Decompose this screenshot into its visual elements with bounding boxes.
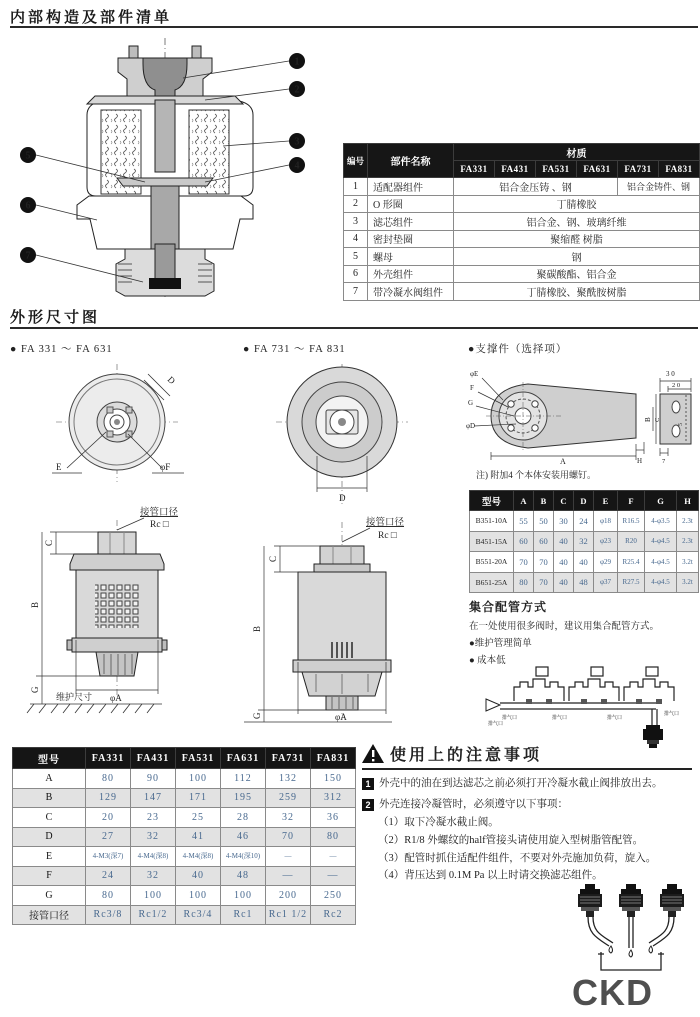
- table-cell: 60: [534, 531, 554, 552]
- table-cell: 5: [344, 248, 368, 266]
- table-cell: 外壳组件: [368, 265, 454, 283]
- note-item-1: [362, 777, 698, 791]
- table-cell: F: [13, 866, 86, 886]
- col-header: B: [534, 491, 554, 511]
- table-cell: 25: [176, 808, 221, 828]
- col-header-model: FA831: [659, 161, 700, 178]
- dim-label-g: G: [30, 686, 40, 693]
- table-cell: 70: [534, 552, 554, 573]
- col-header: H: [677, 491, 699, 511]
- notes-rule: [362, 768, 692, 770]
- table-cell: 3.2t: [677, 572, 699, 593]
- dim-label-g: G: [252, 712, 262, 719]
- table-cell: 28: [221, 808, 266, 828]
- table-cell: 100: [176, 769, 221, 789]
- table-cell: R25.4: [618, 552, 645, 573]
- table-cell: 滤芯组件: [368, 213, 454, 231]
- table-cell: —: [266, 847, 311, 867]
- table-cell: Rc3/4: [176, 905, 221, 925]
- usage-notes-section: [362, 742, 698, 883]
- col-header-model: FA431: [495, 161, 536, 178]
- section-rule: [10, 26, 698, 28]
- callout-4: 4: [294, 160, 300, 172]
- piping-bullet-1: ●维护管理简单: [469, 639, 532, 649]
- callout-6: 6: [25, 200, 31, 212]
- col-header: FA531: [176, 748, 221, 769]
- table-cell: R20: [618, 531, 645, 552]
- table-row: [470, 531, 699, 552]
- table-cell: 4-M4(深8): [176, 847, 221, 867]
- table-row: [13, 808, 356, 828]
- note-item-2: [362, 798, 698, 812]
- table-cell: B351-10A: [470, 511, 514, 532]
- col-header: FA331: [86, 748, 131, 769]
- table-cell: Rc2: [311, 905, 356, 925]
- drain-diagram: [565, 882, 697, 974]
- table-cell: 129: [86, 788, 131, 808]
- bracket-label-20: 2 0: [672, 382, 681, 389]
- table-cell: 2.3t: [677, 531, 699, 552]
- port-thread-label: Rc □: [378, 531, 397, 541]
- table-cell: 27: [86, 827, 131, 847]
- table-cell: 48: [574, 572, 594, 593]
- note-number-2: 2: [362, 799, 374, 811]
- table-cell: 丁腈橡胶、聚酰胺树脂: [454, 283, 700, 301]
- callout-1: 1: [294, 56, 300, 68]
- col-header-no: 编号: [344, 144, 368, 178]
- port-label: 排气口: [664, 712, 680, 717]
- table-cell: 80: [514, 572, 534, 593]
- piping-title: 集合配管方式: [469, 600, 548, 614]
- col-header: 型号: [13, 748, 86, 769]
- table-cell: 4-M3(深7): [86, 847, 131, 867]
- bracket-label-phi-d: φD: [466, 422, 476, 430]
- table-cell: 2.3t: [677, 511, 699, 532]
- table-cell: 150: [311, 769, 356, 789]
- table-cell: 259: [266, 788, 311, 808]
- model-range-left: ● FA 331 ～ FA 631: [10, 344, 113, 355]
- table-cell: Rc1 1/2: [266, 905, 311, 925]
- table-row: [13, 866, 356, 886]
- bracket-label-7: 7: [662, 458, 666, 465]
- table-cell: 24: [86, 866, 131, 886]
- note-sub-4: （4）背压达到 0.1M Pa 以上时请交换滤芯组件。: [378, 870, 603, 882]
- piping-bullet-2: ● 成本低: [469, 656, 506, 666]
- maintenance-dim-label: 维护尺寸: [56, 692, 93, 702]
- note-text-2: 外壳连接冷凝管时，必须遵守以下事项：: [379, 799, 568, 811]
- table-cell: 32: [131, 827, 176, 847]
- port-label: 排气口: [552, 716, 568, 721]
- table-row: [13, 886, 356, 906]
- table-cell: 250: [311, 886, 356, 906]
- table-row: [344, 230, 700, 248]
- table-cell: 32: [574, 531, 594, 552]
- table-cell: 48: [221, 866, 266, 886]
- dimension-drawing-fa731-831: [232, 360, 457, 730]
- callout-5: 5: [25, 150, 31, 162]
- table-row: [470, 552, 699, 573]
- piping-desc: 在一处使用很多阀时，建议用集合配管方式。: [469, 622, 660, 632]
- table-cell: 147: [131, 788, 176, 808]
- table-cell: 32: [266, 808, 311, 828]
- section-title-dimensions: 外形尺寸图: [10, 310, 101, 326]
- col-header: D: [574, 491, 594, 511]
- note-text-1: 外壳中的油在到达滤芯之前必须打开冷凝水截止阀排放出去。: [379, 778, 663, 789]
- table-cell: φ29: [594, 552, 618, 573]
- dimension-drawing-fa331-631: [12, 360, 227, 730]
- col-header: FA431: [131, 748, 176, 769]
- materials-table: [343, 143, 700, 301]
- section-rule: [10, 327, 698, 329]
- table-cell: 20: [86, 808, 131, 828]
- table-cell: 6: [344, 265, 368, 283]
- dim-label-e: E: [56, 462, 62, 472]
- table-row: [344, 178, 700, 196]
- table-cell: 100: [131, 886, 176, 906]
- table-row: [344, 195, 700, 213]
- table-cell: 36: [311, 808, 356, 828]
- bracket-label-30: 3 0: [666, 370, 675, 378]
- table-cell: B451-15A: [470, 531, 514, 552]
- table-cell: 3: [344, 213, 368, 231]
- table-cell: 132: [266, 769, 311, 789]
- port-label: 排气口: [607, 716, 623, 721]
- table-row: [470, 511, 699, 532]
- support-option-label: ●支撑件（选择项）: [468, 344, 568, 355]
- table-cell: φ37: [594, 572, 618, 593]
- table-cell: 80: [86, 886, 131, 906]
- col-header: E: [594, 491, 618, 511]
- table-cell: 4-φ4.5: [645, 572, 677, 593]
- dim-label-c: C: [268, 555, 278, 562]
- note-sub-3: （3）配管时抓住适配件组件，不要对外壳施加负荷，旋入。: [378, 852, 657, 864]
- table-cell: 23: [131, 808, 176, 828]
- table-cell: O 形圈: [368, 195, 454, 213]
- table-cell: 40: [554, 572, 574, 593]
- callout-7: 7: [25, 250, 31, 262]
- port-size-label: 接管口径: [140, 508, 179, 518]
- table-cell: 40: [554, 531, 574, 552]
- table-cell: 32: [131, 866, 176, 886]
- note-number-1: 1: [362, 778, 374, 790]
- bracket-label-b: B: [644, 417, 652, 422]
- col-header: G: [645, 491, 677, 511]
- table-cell: B651-25A: [470, 572, 514, 593]
- table-cell: 密封垫圈: [368, 230, 454, 248]
- port-thread-label: Rc □: [150, 520, 169, 530]
- col-header: 型号: [470, 491, 514, 511]
- table-cell: 80: [311, 827, 356, 847]
- table-cell: B551-20A: [470, 552, 514, 573]
- dim-label-b: B: [30, 601, 40, 608]
- bracket-label-h: H: [637, 457, 643, 465]
- table-row: [13, 905, 356, 925]
- table-row: [13, 769, 356, 789]
- table-cell: 丁腈橡胶: [454, 195, 700, 213]
- port-label: 排气口: [488, 722, 504, 727]
- bracket-label-c: C: [654, 417, 661, 422]
- table-cell: D: [13, 827, 86, 847]
- table-cell: 40: [554, 552, 574, 573]
- table-cell: 铝合金压铸 、钢: [454, 178, 618, 196]
- bracket-label-a: A: [560, 457, 566, 466]
- notes-title: 使用上的注意事项: [390, 747, 543, 764]
- warning-icon: [362, 744, 384, 763]
- table-cell: A: [13, 769, 86, 789]
- support-bracket-drawing: [466, 364, 698, 466]
- note-sub-2: （2）R1/8 外螺纹的half管接头请使用旋入型树脂管配管。: [378, 834, 644, 846]
- col-header-material: 材质: [454, 144, 700, 161]
- table-cell: R16.5: [618, 511, 645, 532]
- dim-label-b: B: [252, 625, 262, 632]
- dim-label-phi-a: φA: [110, 693, 122, 703]
- table-cell: C: [13, 808, 86, 828]
- table-cell: φ18: [594, 511, 618, 532]
- dimensions-table: [12, 747, 356, 925]
- table-cell: 100: [176, 886, 221, 906]
- table-cell: 4-M4(深10): [221, 847, 266, 867]
- collective-piping-diagram: [478, 655, 696, 755]
- dim-label-phi-a: φA: [335, 712, 347, 722]
- table-cell: 70: [266, 827, 311, 847]
- table-cell: 7: [344, 283, 368, 301]
- col-header: FA631: [221, 748, 266, 769]
- port-size-label: 接管口径: [366, 518, 405, 528]
- col-header: C: [554, 491, 574, 511]
- table-cell: 100: [221, 886, 266, 906]
- table-cell: 70: [514, 552, 534, 573]
- table-cell: 40: [176, 866, 221, 886]
- table-cell: 60: [514, 531, 534, 552]
- table-cell: —: [311, 866, 356, 886]
- table-cell: 适配器组件: [368, 178, 454, 196]
- table-cell: 钢: [454, 248, 700, 266]
- table-cell: 55: [514, 511, 534, 532]
- port-label: 排气口: [502, 716, 518, 721]
- table-cell: 铝合金铸件、钢: [618, 178, 700, 196]
- col-header-model: FA531: [536, 161, 577, 178]
- bracket-label-phi-e: φE: [470, 370, 479, 378]
- col-header: F: [618, 491, 645, 511]
- table-cell: Rc1/2: [131, 905, 176, 925]
- table-cell: Rc3/8: [86, 905, 131, 925]
- table-cell: 带冷凝水阀组件: [368, 283, 454, 301]
- table-cell: 4-φ4.5: [645, 552, 677, 573]
- table-cell: E: [13, 847, 86, 867]
- table-cell: 4-M4(深8): [131, 847, 176, 867]
- table-cell: 铝合金、钢、玻璃纤维: [454, 213, 700, 231]
- dim-label-d: D: [165, 374, 178, 387]
- table-cell: R27.5: [618, 572, 645, 593]
- dim-label-c: C: [44, 539, 54, 546]
- table-cell: 接管口径: [13, 905, 86, 925]
- table-cell: 90: [131, 769, 176, 789]
- table-cell: 50: [534, 511, 554, 532]
- callout-2: 2: [294, 84, 300, 96]
- bracket-label-5: 5: [678, 423, 684, 426]
- table-cell: 200: [266, 886, 311, 906]
- table-cell: 1: [344, 178, 368, 196]
- col-header-model: FA331: [454, 161, 495, 178]
- bracket-label-f: F: [470, 384, 474, 392]
- model-range-mid: ● FA 731 ～ FA 831: [243, 344, 346, 355]
- dim-label-phi-f: φF: [160, 462, 171, 472]
- table-cell: 聚碳酸酯、铝合金: [454, 265, 700, 283]
- table-row: [344, 283, 700, 301]
- cross-section-diagram: [5, 36, 337, 302]
- table-cell: 112: [221, 769, 266, 789]
- col-header-model: FA731: [618, 161, 659, 178]
- table-cell: 41: [176, 827, 221, 847]
- callout-3: 3: [294, 136, 300, 148]
- table-cell: 312: [311, 788, 356, 808]
- table-cell: B: [13, 788, 86, 808]
- col-header: A: [514, 491, 534, 511]
- table-row: [344, 248, 700, 266]
- table-cell: 2: [344, 195, 368, 213]
- table-cell: 80: [86, 769, 131, 789]
- ckd-logo: CKD: [572, 972, 653, 1013]
- table-cell: 螺母: [368, 248, 454, 266]
- table-row: [13, 827, 356, 847]
- table-cell: 24: [574, 511, 594, 532]
- table-cell: G: [13, 886, 86, 906]
- table-row: [470, 572, 699, 593]
- dim-label-d: D: [339, 493, 346, 503]
- table-row: [344, 213, 700, 231]
- table-cell: 70: [534, 572, 554, 593]
- table-cell: 195: [221, 788, 266, 808]
- table-cell: 30: [554, 511, 574, 532]
- col-header-model: FA631: [577, 161, 618, 178]
- table-row: [13, 788, 356, 808]
- note-sub-1: （1）取下冷凝水截止阀。: [378, 817, 499, 829]
- table-cell: 4-φ4.5: [645, 531, 677, 552]
- table-cell: φ23: [594, 531, 618, 552]
- table-row: [344, 265, 700, 283]
- table-cell: 聚缩醛 树脂: [454, 230, 700, 248]
- table-cell: 40: [574, 552, 594, 573]
- col-header: FA731: [266, 748, 311, 769]
- table-cell: —: [266, 866, 311, 886]
- table-cell: 3.2t: [677, 552, 699, 573]
- table-cell: —: [311, 847, 356, 867]
- table-cell: 4-φ3.5: [645, 511, 677, 532]
- table-cell: 171: [176, 788, 221, 808]
- support-table: [469, 490, 699, 593]
- bracket-label-g: G: [468, 399, 474, 407]
- table-cell: Rc1: [221, 905, 266, 925]
- section-title-internal: 内部构造及部件清单: [10, 10, 173, 26]
- table-row: [13, 847, 356, 867]
- table-cell: 46: [221, 827, 266, 847]
- bracket-note: 注) 附加4 个本体安装用螺钉。: [476, 470, 596, 480]
- table-cell: 4: [344, 230, 368, 248]
- col-header-part: 部件名称: [368, 144, 454, 178]
- col-header: FA831: [311, 748, 356, 769]
